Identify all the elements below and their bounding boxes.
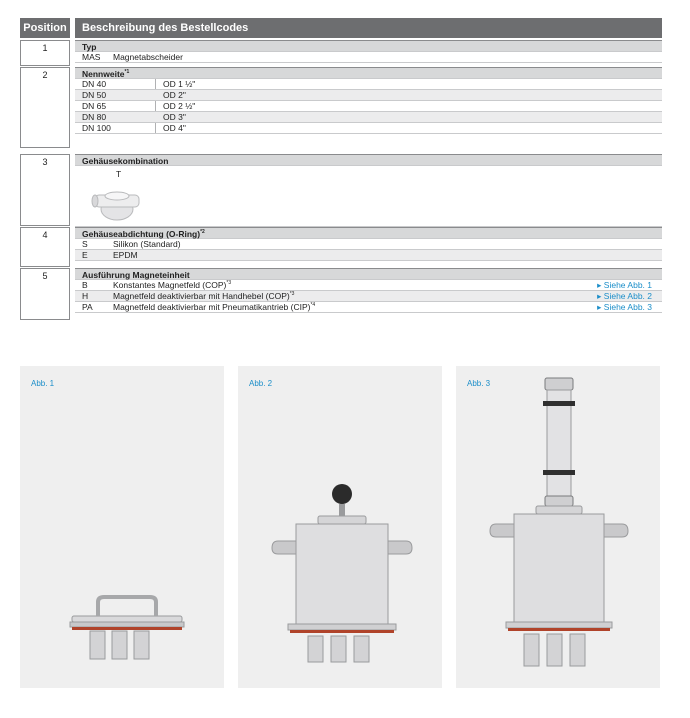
code-cell: DN 80 — [82, 112, 107, 122]
section-title-typ — [75, 40, 662, 52]
position-cell-2: 2 — [20, 67, 70, 148]
position-cell-4: 4 — [20, 227, 70, 267]
housing-label: T — [116, 169, 122, 179]
table-row — [75, 302, 662, 313]
value-cell: Magnetfeld deaktivierbar mit Handhebel (COP) — [113, 291, 290, 301]
table-row — [75, 90, 662, 101]
position-cell-3: 3 — [20, 154, 70, 226]
section-label: Gehäuseabdichtung (O-Ring) — [82, 229, 201, 239]
group-typ — [75, 40, 662, 63]
figure-panel-2 — [238, 366, 442, 688]
figure-label-2: Abb. 2 — [249, 379, 273, 388]
table-row — [75, 112, 662, 123]
figure-label-1: Abb. 1 — [31, 379, 55, 388]
figure-panel-1 — [20, 366, 224, 688]
code-cell: DN 50 — [82, 90, 107, 100]
section-title-gehaeuse — [75, 154, 662, 166]
section-label: Nennweite — [82, 69, 125, 79]
code-cell: DN 100 — [82, 123, 111, 133]
code-cell: PA — [82, 302, 93, 312]
value-cell: OD 2" — [163, 90, 186, 100]
group-dichtung — [75, 227, 662, 261]
housing-tee-image — [87, 179, 147, 224]
value-cell: Konstantes Magnetfeld (COP) — [113, 280, 227, 290]
code-cell: E — [82, 250, 88, 260]
value-cell: Silikon (Standard) — [113, 239, 181, 249]
magnet-unit-pneumatic-image — [456, 366, 660, 688]
position-cell-1: 1 — [20, 40, 70, 66]
figure-panel-3 — [456, 366, 660, 688]
section-title-nennweite — [75, 67, 662, 79]
code-cell: H — [82, 291, 89, 301]
value-cell: OD 2 ½" — [163, 101, 196, 111]
value-cell: EPDM — [113, 250, 138, 260]
section-title-magneteinheit — [75, 268, 662, 280]
footnote-mark: *3 — [289, 291, 295, 298]
table-row — [75, 101, 662, 112]
figure-label-3: Abb. 3 — [467, 379, 491, 388]
value-cell: OD 4" — [163, 123, 186, 133]
section-label: Gehäusekombination — [82, 156, 169, 166]
magnet-unit-hand-lever-image — [238, 366, 442, 688]
size-rows — [75, 79, 662, 134]
code-cell: DN 40 — [82, 79, 107, 89]
header-position: Position — [20, 18, 70, 38]
table-row — [75, 239, 662, 250]
footnote-mark: *2 — [200, 229, 205, 236]
value-cell: OD 3" — [163, 112, 186, 122]
position-cell-5: 5 — [20, 268, 70, 320]
code-cell: DN 65 — [82, 101, 107, 111]
table-row — [75, 280, 662, 291]
header-description: Beschreibung des Bestellcodes — [75, 18, 662, 38]
table-row — [75, 123, 662, 134]
section-label: Typ — [82, 42, 97, 52]
group-gehaeusekombination — [75, 154, 662, 227]
table-row — [75, 52, 662, 63]
table-row — [75, 291, 662, 302]
footnote-mark: *1 — [124, 69, 130, 76]
value-cell: OD 1 ½" — [163, 79, 196, 89]
section-label: Ausführung Magneteinheit — [82, 270, 190, 280]
see-figure-3-link[interactable]: ▸ Siehe Abb. 3 — [597, 302, 652, 312]
see-figure-1-link[interactable]: ▸ Siehe Abb. 1 — [597, 280, 652, 290]
see-figure-2-link[interactable]: ▸ Siehe Abb. 2 — [597, 291, 652, 301]
code-cell: MAS — [82, 52, 101, 62]
value-cell: Magnetabscheider — [113, 52, 183, 62]
table-row — [75, 250, 662, 261]
magnet-unit-constant-image — [20, 366, 224, 688]
group-magneteinheit — [75, 268, 662, 313]
section-title-dichtung — [75, 227, 662, 239]
code-cell: S — [82, 239, 88, 249]
footnote-mark: *4 — [310, 302, 316, 309]
value-cell: Magnetfeld deaktivierbar mit Pneumatikantrieb (CIP) — [113, 302, 311, 312]
footnote-mark: *3 — [226, 280, 232, 287]
code-cell: B — [82, 280, 88, 290]
table-row — [75, 79, 662, 90]
group-nennweite — [75, 67, 662, 134]
